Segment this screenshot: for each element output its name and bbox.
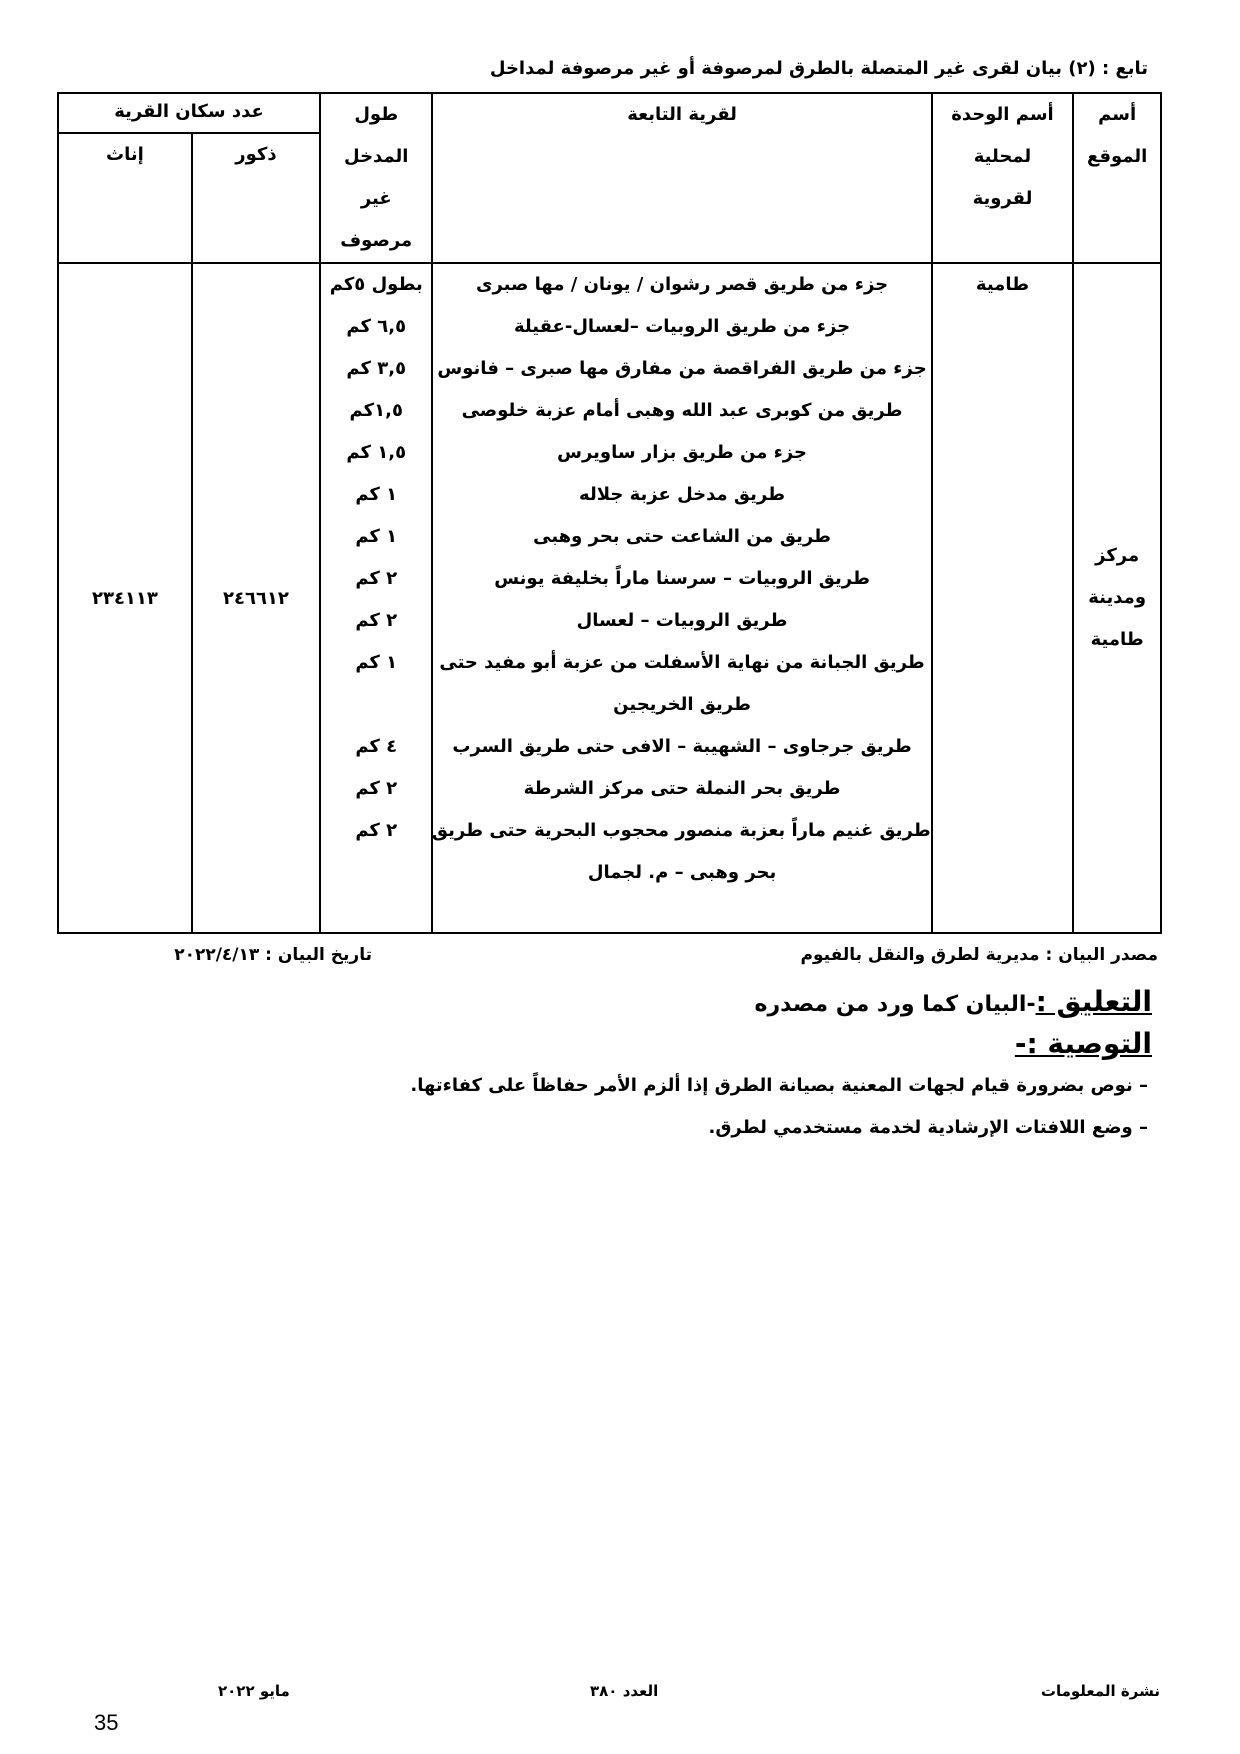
length-line: ١,٥ كم [346, 442, 407, 463]
recommendation-label: التوصية :- [1014, 1027, 1152, 1060]
recommendation-item: – وضع اللافتات الإرشادية لخدمة مستخدمي لطرق. [708, 1117, 1148, 1138]
village-line: طريق بحر النملة حتى مركز الشرطة [523, 778, 841, 799]
footer-date: مايو ٢٠٢٢ [218, 1682, 290, 1700]
header-males: ذكور [192, 133, 320, 263]
recommendation-heading [0, 1027, 1152, 1060]
header-population: عدد سكان القرية [58, 93, 320, 133]
village-line: جزء من طريق الروبيات –لعسال-عقيلة [513, 316, 851, 337]
comment [0, 985, 1152, 1018]
cell-villages [432, 263, 931, 933]
village-line: طريق غنيم ماراً بعزبة منصور محجوب البحرية حتى طريق [431, 820, 931, 841]
comment-text: -البيان كما ورد من مصدره [754, 992, 1036, 1017]
page-title: تابع : (٢) بيان لقرى غير المتصلة بالطرق لمرصوفة أو غير مرصوفة لمداخل [489, 58, 1148, 79]
village-line: بحر وهبى – م. لجمال [587, 862, 777, 883]
village-line: طريق الجبانة من نهاية الأسفلت من عزبة أبو مفيد حتى [439, 652, 925, 673]
cell-site: مركز ومدينة طامية [1073, 263, 1161, 933]
village-line: طريق من كوبرى عبد الله وهبى أمام عزبة خلوصى [461, 400, 903, 421]
length-line: بطول ٥كم [329, 274, 423, 295]
page-number: 35 [94, 1710, 119, 1735]
data-source: مصدر البيان : مديرية لطرق والنقل بالفيوم [800, 945, 1158, 965]
village-line: طريق مدخل عزبة جلاله [579, 484, 786, 505]
length-line: ٢ كم [355, 820, 398, 841]
footer-publication: نشرة المعلومات [1040, 1682, 1160, 1700]
header-length: طول المدخل غير مرصوف [320, 93, 432, 263]
village-line: طريق جرجاوى – الشهيبة – الافى حتى طريق السرب [452, 736, 912, 757]
data-date: تاريخ البيان : ٢٠٢٢/٤/١٣ [174, 945, 372, 965]
village-line: طريق الروبيات – لعسال [576, 610, 788, 631]
footer-issue: العدد ٣٨٠ [590, 1682, 659, 1700]
village-line: طريق من الشاعت حتى بحر وهبى [533, 526, 831, 547]
village-line: جزء من طريق قصر رشوان / يونان / مها صبرى [475, 274, 889, 295]
header-females: إناث [58, 133, 192, 263]
header-unit: أسم الوحدة لمحلية لقروية [932, 93, 1074, 263]
header-villages: لقرية التابعة [432, 93, 931, 263]
comment-label: التعليق : [1035, 985, 1152, 1018]
village-line: جزء من طريق بزار ساويرس [557, 442, 807, 463]
length-line: ١,٥كم [349, 400, 403, 421]
length-line: ١ كم [355, 484, 398, 505]
length-line: ٤ كم [355, 736, 398, 757]
village-line: طريق الخريجين [613, 694, 751, 715]
recommendation-item: – نوص بضرورة قيام لجهات المعنية بصيانة الطرق إذا ألزم الأمر حفاظاً على كفاءتها. [410, 1075, 1148, 1096]
header-site: أسم الموقع [1073, 93, 1161, 263]
village-line: طريق الروبيات – سرسنا ماراً بخليفة يونس [494, 568, 870, 589]
cell-lengths [320, 263, 432, 933]
cell-unit: طامية [932, 263, 1074, 933]
length-line: ٢ كم [355, 778, 398, 799]
length-line: ٣,٥ كم [346, 358, 407, 379]
cell-males: ٢٤٦٦١٢ [192, 263, 320, 933]
length-line [321, 852, 431, 894]
villages-table [57, 92, 1162, 934]
cell-females: ٢٣٤١١٣ [58, 263, 192, 933]
length-line: ١ كم [355, 652, 398, 673]
length-line: ٦,٥ كم [346, 316, 407, 337]
village-line: جزء من طريق الفراقصة من مفارق مها صبرى – فانوس [437, 358, 927, 379]
length-line: ٢ كم [355, 568, 398, 589]
length-line: ٢ كم [355, 610, 398, 631]
length-line: ١ كم [355, 526, 398, 547]
length-line [321, 684, 431, 726]
